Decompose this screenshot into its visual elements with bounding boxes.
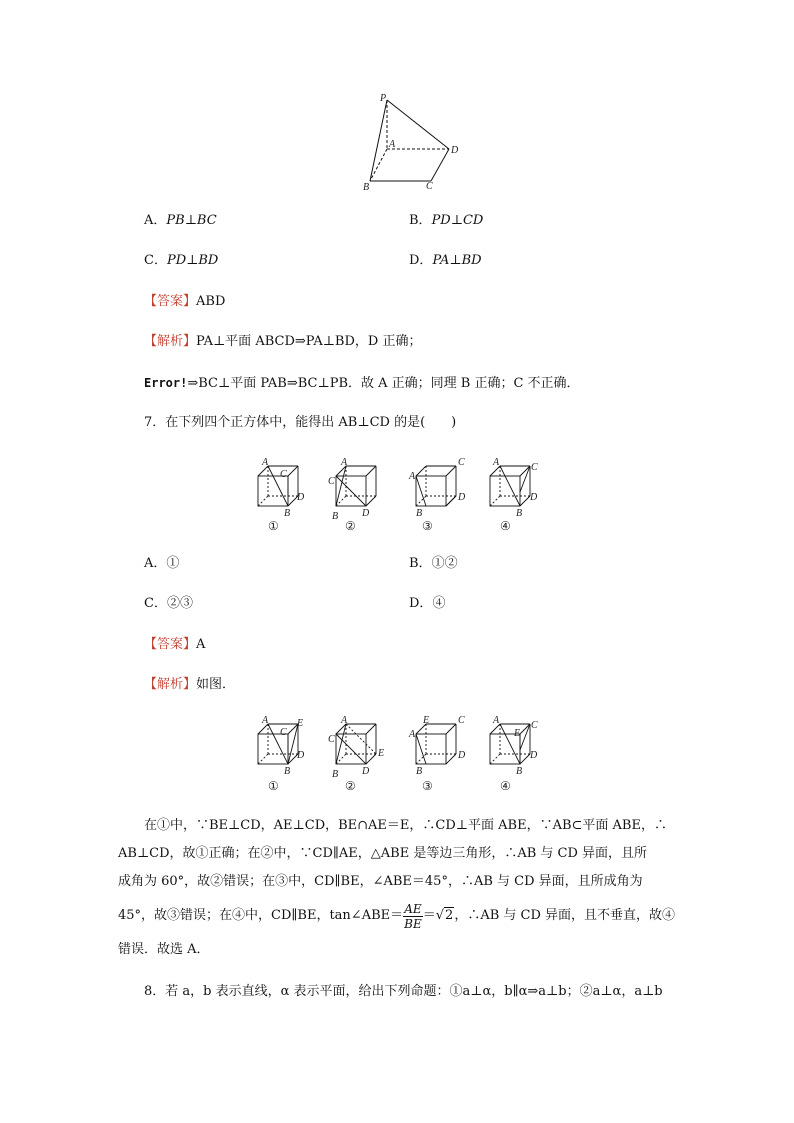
q7-option-a: A．① [144, 556, 180, 571]
svg-text:E: E [378, 748, 385, 759]
svg-text:D: D [297, 750, 305, 761]
svg-text:B: B [516, 508, 523, 519]
svg-text:B: B [284, 766, 291, 777]
label-C: C [426, 181, 433, 192]
cube-1 [258, 466, 298, 506]
q7-analysis-intro: 【解析】如图． [144, 677, 236, 692]
q6-option-c: C．PD⊥BD [144, 253, 219, 268]
svg-text:A: A [409, 729, 416, 740]
pyramid-figure [355, 92, 465, 192]
q7-option-b: B．①② [409, 556, 458, 571]
q7-analysis-p5: 错误．故选 A． [118, 942, 210, 957]
svg-text:D: D [530, 750, 538, 761]
svg-text:④: ④ [500, 519, 511, 533]
svg-text:C: C [280, 727, 287, 738]
svg-text:B: B [516, 766, 523, 777]
error-text: Error! [144, 376, 188, 390]
svg-text:③: ③ [422, 779, 433, 793]
svg-text:C: C [531, 462, 538, 473]
label-A: A [389, 139, 396, 150]
svg-text:B: B [416, 508, 423, 519]
fraction-ae-be: $\frac{AE}{BE}$ [404, 901, 422, 931]
svg-text:D: D [362, 766, 370, 777]
svg-text:E: E [297, 718, 304, 729]
svg-text:A: A [493, 457, 500, 468]
svg-text:③: ③ [422, 519, 433, 533]
q8-stem: 8．若 a，b 表示直线，α 表示平面，给出下列命题：①a⊥α，b∥α⇒a⊥b；②a⊥α，a⊥b [144, 984, 663, 999]
svg-text:B: B [416, 766, 423, 777]
label-B: B [363, 182, 370, 192]
q7-answer: 【答案】A [144, 637, 206, 652]
svg-text:②: ② [345, 779, 356, 793]
label-D: D [451, 145, 459, 156]
sqrt-2: √2 [435, 908, 454, 923]
q6-option-d: D．PA⊥BD [409, 253, 482, 268]
svg-text:B: B [332, 511, 339, 522]
q7-analysis-p3: 成角为 60°，故②错误；在③中，CD∥BE，∠ABE＝45°，∴AB 与 CD 异面，且所成角为 [118, 874, 643, 889]
q6-analysis-line2: Error!⇒BC⊥平面 PAB⇒BC⊥PB．故 A 正确；同理 B 正确；C 不正确． [144, 376, 580, 391]
q7-solution-cube-set [250, 712, 550, 794]
label-P: P [380, 93, 387, 104]
svg-text:B: B [332, 769, 339, 780]
analysis-tag: 【解析】 [144, 334, 197, 349]
svg-text:C: C [328, 734, 335, 745]
svg-text:A: A [341, 715, 348, 726]
svg-text:D: D [458, 492, 466, 503]
svg-text:C: C [531, 720, 538, 731]
q7-cube-set [250, 454, 550, 536]
svg-text:C: C [328, 476, 335, 487]
svg-text:D: D [362, 508, 370, 519]
q7-analysis-p2: AB⊥CD，故①正确；在②中，∵CD∥AE，△ABE 是等边三角形，∴AB 与 CD 异面，且所 [118, 846, 648, 861]
answer-tag: 【答案】 [144, 637, 197, 652]
svg-text:②: ② [345, 519, 356, 533]
cube-4 [490, 466, 530, 506]
cube-3 [416, 466, 456, 506]
svg-text:④: ④ [500, 779, 511, 793]
q6-option-a: A．PB⊥BC [144, 213, 217, 228]
svg-text:B: B [284, 508, 291, 519]
svg-text:E: E [514, 728, 521, 739]
q7-analysis-p1: 在①中，∵BE⊥CD，AE⊥CD，BE∩AE＝E，∴CD⊥平面 ABE，∵AB⊂平面 ABE，∴ [144, 818, 667, 833]
svg-text:D: D [530, 492, 538, 503]
q7-option-c: C．②③ [144, 596, 193, 611]
svg-text:A: A [341, 457, 348, 468]
svg-text:A: A [409, 471, 416, 482]
q6-option-b: B．PD⊥CD [409, 213, 484, 228]
q6-answer: 【答案】ABD [144, 294, 226, 309]
analysis-tag: 【解析】 [144, 677, 197, 692]
svg-text:A: A [493, 715, 500, 726]
svg-text:①: ① [268, 779, 279, 793]
answer-tag: 【答案】 [144, 294, 197, 309]
svg-text:C: C [458, 715, 465, 726]
q7-analysis-p4: 45°，故③错误；在④中，CD∥BE，tan∠ABE＝ $\frac{AE}{BE}$ ＝ √2 ，∴AB 与 CD 异面，且不垂直，故④ [118, 901, 676, 931]
svg-text:A: A [262, 715, 269, 726]
q6-analysis-line1: 【解析】PA⊥平面 ABCD⇒PA⊥BD，D 正确； [144, 334, 422, 349]
svg-text:D: D [297, 492, 305, 503]
svg-text:A: A [262, 457, 269, 468]
svg-text:C: C [458, 457, 465, 468]
cube-2 [336, 466, 376, 506]
svg-text:E: E [423, 715, 430, 726]
svg-text:C: C [280, 469, 287, 480]
q7-option-d: D．④ [409, 596, 446, 611]
q7-stem: 7．在下列四个正方体中，能得出 AB⊥CD 的是( ) [144, 415, 457, 430]
svg-text:①: ① [268, 519, 279, 533]
svg-text:D: D [458, 750, 466, 761]
